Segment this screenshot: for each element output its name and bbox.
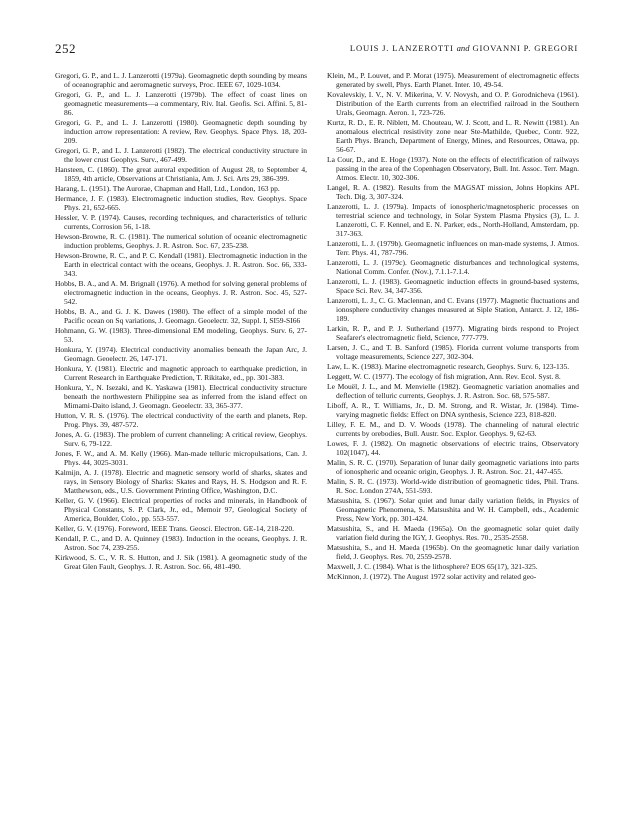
reference-entry: Hansteen, C. (1860). The great auroral expedition of August 28, to September 4, 1859, 4th article, Observations at Christiania, Am. J. Sci. Arts 29, 386-399. <box>55 164 307 183</box>
reference-entry: Kirkwood, S. C., V. R. S. Hutton, and J. Sik (1981). A geomagnetic study of the Great Glen Fault, Geophys. J. R. Astron. Soc. 66, 481-490. <box>55 552 307 571</box>
reference-entry: Lowes, F. J. (1982). On magnetic observations of electric trains, Observatory 102(1047), 44. <box>327 438 579 457</box>
running-head <box>350 43 578 53</box>
reference-entry: Gregori, G. P., and L. J. Lanzerotti (1979b). The effect of coast lines on geomagnetic measurements—a commentary, Riv. Ital. Geofis. Sci. Affini. 5, 81-86. <box>55 90 307 117</box>
running-head-author-2: GIOVANNI P. GREGORI <box>472 43 578 53</box>
reference-entry: Harang, L. (1951). The Aurorae, Chapman and Hall, Ltd., London, 163 pp. <box>55 183 280 193</box>
reference-entry: Keller, G. V. (1976). Foreword, IEEE Trans. Geosci. Electron. GE-14, 218-220. <box>55 523 294 533</box>
reference-entry: Langel, R. A. (1982). Results from the MAGSAT mission, Johns Hopkins APL Tech. Dig. 3, 307-324. <box>327 182 579 201</box>
reference-entry: Matsushita, S. (1967). Solar quiet and lunar daily variation fields, in Physics of Geomagnetic Phenomena, S. Matsushita and W. H. Campbell, eds., Academic Press, New York, pp. 301-424. <box>327 495 579 523</box>
reference-entry: Hewson-Browne, R. C. (1981). The numerical solution of oceanic electromagnetic induction problems, Geophys. J. R. Astron. Soc. 67, 235-238. <box>55 231 307 250</box>
reference-entry: Liboff, A. R., T. Williams, Jr., D. M. Strong, and R. Wistar, Jr. (1984). Time-varying magnetic fields: Effect on DNA synthesis, Science 223, 818-820. <box>327 400 579 419</box>
reference-entry: Lanzerotti, L. J. (1979b). Geomagnetic influences on man-made systems, J. Atmos. Terr. Phys. 41, 787-796. <box>327 238 579 257</box>
reference-entry: Jones, F. W., and A. M. Kelly (1966). Man-made telluric micropulsations, Can. J. Phys. 44, 3025-3031. <box>55 448 307 467</box>
reference-entry: Kovalevskiy, I. V., N. V. Mikerina, V. V. Novysh, and O. P. Gorodnicheva (1961). Distribution of the Earth currents from an electrified railroad in the Southern Urals, Geomagn. Aeron. 1, 723-726. <box>327 90 579 117</box>
running-head-conjunction: and <box>456 43 470 53</box>
reference-entry: Matsushita, S., and H. Maeda (1965b). On the geomagnetic lunar daily variation field, J. Geophys. Res. 70, 2559-2578. <box>327 542 579 561</box>
reference-entry: Hessler, V. P. (1974). Causes, recording techniques, and characteristics of telluric currents, Corrosion 56, 1-18. <box>55 212 307 231</box>
reference-entry: Law, L. K. (1983). Marine electromagnetic research, Geophys. Surv. 6, 123-135. <box>327 361 570 371</box>
reference-entry: Larkin, R. P., and P. J. Sutherland (1977). Migrating birds respond to Project Seafarer's electromagnetic field, Science, 777-779. <box>327 323 579 342</box>
reference-entry: Jones, A. G. (1983). The problem of current channeling: A critical review, Geophys. Surv. 6, 79-122. <box>55 429 307 448</box>
reference-entry: Klein, M., P. Louvet, and P. Morat (1975). Measurement of electromagnetic effects generated by swell, Phys. Earth Planet. Inter. 10, 49-54. <box>327 71 579 89</box>
reference-entry: Hohmann, G. W. (1983). Three-dimensional EM modeling, Geophys. Surv. 6, 27-53. <box>55 325 307 344</box>
reference-entry: Gregori, G. P., and L. J. Lanzerotti (1982). The electrical conductivity structure in the lower crust Geophys. Surv., 467-499. <box>55 145 307 164</box>
reference-entry: Malin, S. R. C. (1970). Separation of lunar daily geomagnetic variations into parts of ionospheric and oceanic origin, Geophys. J. R. Astron. Soc. 21, 447-455. <box>327 457 579 476</box>
reference-entry: Kalmijn, A. J. (1978). Electric and magnetic sensory world of sharks, skates and rays, in Sensory Biology of Sharks: Skates and Rays, H. S. Hodgson and R. F. Matthewson, eds., U.S. Government Printing Office, Washington, D.C. <box>55 467 307 495</box>
reference-entry: Hutton, V. R. S. (1976). The electrical conductivity of the earth and planets, Rep. Prog. Phys. 39, 487-572. <box>55 410 307 429</box>
reference-entry: Hewson-Browne, R. C., and P. C. Kendall (1981). Electromagnetic induction in the Earth in electrical contact with the oceans, Geophys. J. R. Astron. Soc. 66, 333-343. <box>55 250 307 278</box>
reference-entry: Lanzerotti, L. J. (1979c). Geomagnetic disturbances and technological systems, National Comm. Confer. (Nov.), 7.1.1-7.1.4. <box>327 257 579 276</box>
reference-entry: Le Mouël, J. L., and M. Menvielle (1982). Geomagnetic variation anomalies and deflection of telluric currents, Geophys. J. R. Astron. Soc. 68, 575-587. <box>327 381 579 400</box>
reference-entry: Honkura, Y. (1974). Electrical conductivity anomalies beneath the Japan Arc, J. Geomagn. Geoelectr. 26, 147-171. <box>55 344 307 363</box>
reference-entry: Matsushita, S., and H. Maeda (1965a). On the geomagnetic solar quiet daily variation field during the IGY, J. Geophys. Res. 70., 2535-2558. <box>327 523 579 542</box>
reference-entry: Hobbs, B. A., and A. M. Brignall (1976). A method for solving general problems of electromagnetic induction in the oceans, Geophys. J. R. Astron. Soc. 45, 527-542. <box>55 278 307 306</box>
reference-entry: Lanzerotti, L. J., C. G. Maclennan, and C. Evans (1977). Magnetic fluctuations and ionosphere conductivity changes measured at Siple Station, Antarct. J. 12, 186-189. <box>327 295 579 323</box>
reference-entry: Hermance, J. F. (1983). Electromagnetic induction studies, Rev. Geophys. Space Phys. 21, 652-665. <box>55 193 307 212</box>
reference-entry: La Cour, D., and E. Hoge (1937). Note on the effects of electrification of railways passing in the area of the Copenhagen Observatory, Bull. Int. Assoc. Terr. Magn. Atmos. Electr. 10, 302-306. <box>327 154 579 182</box>
reference-entry: Lanzerotti, L. J. (1983). Geomagnetic induction effects in ground-based systems, Space Sci. Rev. 34, 347-356. <box>327 276 579 295</box>
reference-entry: Malin, S. R. C. (1973). World-wide distribution of geomagnetic tides, Phil. Trans. R. Soc. London 274A, 551-593. <box>327 476 579 495</box>
reference-entry: Maxwell, J. C. (1984). What is the lithosphere? EOS 65(17), 321-325. <box>327 561 538 571</box>
reference-entry: Honkura, Y. (1981). Electric and magnetic approach to earthquake prediction, in Current Research in Earthquake Prediction, T. Rikitake, ed., pp. 301-383. <box>55 363 307 382</box>
reference-entry: Honkura, Y., N. Isezaki, and K. Yaskawa (1981). Electrical conductivity structure beneath the northwestern Philippine sea as inferred from the island effect on Mimami-Daito island, J. Geomagn. Geoelectr. 33, 365-377. <box>55 382 307 410</box>
page-number: 252 <box>55 41 76 56</box>
reference-entry: Kurtz, R. D., E. R. Niblett, M. Chouteau, W. J. Scott, and L. R. Newitt (1981). An anomalous electrical resistivity zone near Ste-Mathilde, Quebec, Contr. 922, Earth Phys. Branch, Department of Energy, Mines, and Resources, Ottawa, pp. 56-67. <box>327 117 579 154</box>
reference-entry: Hobbs, B. A., and G. J. K. Dawes (1980). The effect of a simple model of the Pacific ocean on Sq variations, J. Geomagn. Geoelectr. 32, Suppl. I, SI59-SI66 <box>55 306 307 325</box>
running-head-author-1: LOUIS J. LANZEROTTI <box>349 43 454 53</box>
reference-entry: Kendall, P. C., and D. A. Quinney (1983). Induction in the oceans, Geophys. J. R. Astron. Soc 74, 239-255. <box>55 533 307 552</box>
reference-entry: Gregori, G. P., and L. J. Lanzerotti (1980). Geomagnetic depth sounding by induction arrow representation: A review, Rev. Geophys. Space Phys. 18, 203-209. <box>55 117 307 145</box>
reference-entry: Larsen, J. C., and T. B. Sanford (1985). Florida current volume transports from voltage measurements, Science 227, 302-304. <box>327 342 579 361</box>
reference-entry: Keller, G. V. (1966). Electrical properties of rocks and minerals, in Handbook of Physical Constants, S. P. Clark, Jr., ed., Memoir 97, Geological Society of America, Boulder, Colo., pp. 553-557. <box>55 495 307 523</box>
reference-column-left <box>55 72 307 573</box>
reference-entry: Gregori, G. P., and L. J. Lanzerotti (1979a). Geomagnetic depth sounding by means of oceanographic and aeromagnetic surveys, Proc. IEEE 67, 1029-1034. <box>55 71 307 89</box>
reference-entry: Lanzerotti, L. J. (1979a). Impacts of ionospheric/magnetospheric processes on terrestrial science and technology, in Solar System Plasma Physics (3), L. J. Lanzerotti, C. F. Kennel, and E. N. Parker, eds., North-Holland, Amsterdam, pp. 317-363. <box>327 201 579 238</box>
reference-entry: Leggett, W. C. (1977). The ecology of fish migration, Ann. Rev. Ecol. Syst. 8. <box>327 371 561 381</box>
reference-entry: Lilley, F. E. M., and D. V. Woods (1978). The channeling of natural electric currents by orebodies, Bull. Austr. Soc. Explor. Geophys. 9, 62-63. <box>327 419 579 438</box>
reference-column-right <box>327 72 579 583</box>
reference-entry: McKinnon, J. (1972). The August 1972 solar activity and related geo- <box>327 571 537 581</box>
